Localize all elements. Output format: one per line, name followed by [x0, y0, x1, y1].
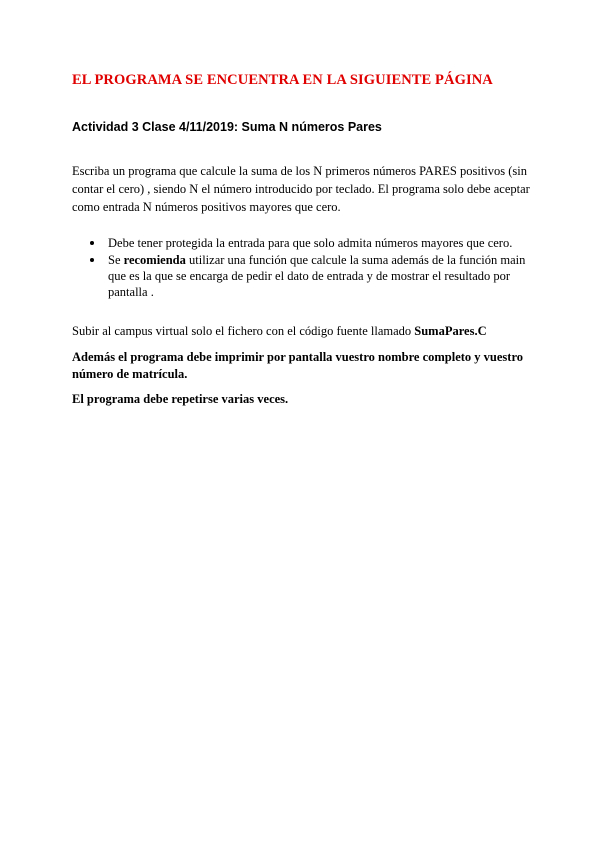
list-item-text: Debe tener protegida la entrada para que solo admita números mayores que cero.	[108, 236, 513, 250]
intro-paragraph: Escriba un programa que calcule la suma de los N primeros números PARES positivos (sin contar el cero) , siendo N el número introducido por teclado. El programa solo debe aceptar como entrada N números positivos mayores que cero.	[72, 164, 530, 214]
list-item-emphasis: recomienda	[123, 253, 186, 267]
bullet-icon	[90, 258, 94, 262]
upload-filename: SumaPares.C	[414, 324, 487, 338]
list-item-text: utilizar una función que calcule la suma además de la función main que es la que se encarga de pedir el dato de entrada y de mostrar el resultado por pantalla .	[108, 253, 526, 299]
notice-title: EL PROGRAMA SE ENCUENTRA EN LA SIGUIENTE PÁGINA	[72, 72, 493, 88]
upload-text: Subir al campus virtual solo el fichero con el código fuente llamado	[72, 324, 415, 338]
requirements-list	[72, 235, 532, 301]
list-item	[72, 252, 532, 300]
upload-instruction	[72, 322, 532, 340]
activity-heading: Actividad 3 Clase 4/11/2019: Suma N números Pares	[72, 120, 382, 134]
list-item-prefix: Se	[108, 253, 124, 267]
bullet-icon	[90, 241, 94, 245]
requirement-repeat: El programa debe repetirse varias veces.	[72, 392, 289, 406]
list-item	[72, 235, 532, 251]
requirement-name: Además el programa debe imprimir por pantalla vuestro nombre completo y vuestro número de matrícula.	[72, 350, 524, 381]
